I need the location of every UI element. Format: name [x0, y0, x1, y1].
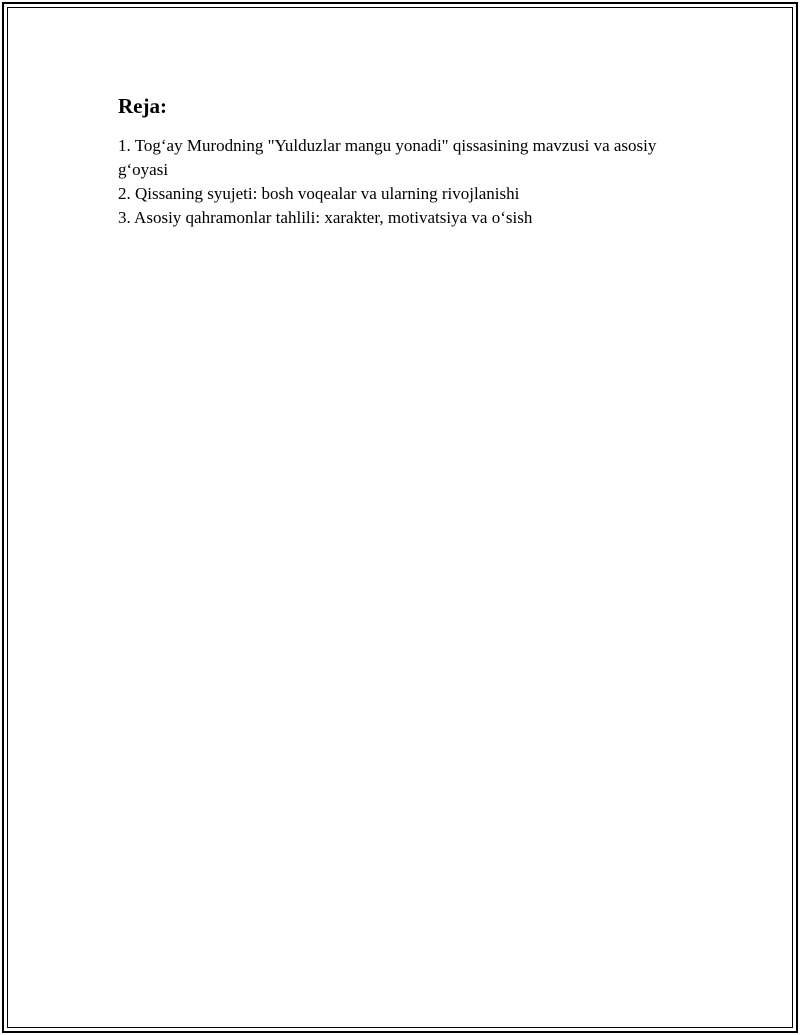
- plan-item-1: 1. Tog‘ay Murodning "Yulduzlar mangu yonadi" qissasining mavzusi va asosiy g‘oyasi: [118, 136, 657, 179]
- plan-list: [118, 134, 678, 230]
- plan-heading: Reja:: [118, 94, 167, 118]
- plan-item-3: 3. Asosiy qahramonlar tahlili: xarakter, motivatsiya va o‘sish: [118, 208, 533, 227]
- plan-item-2: 2. Qissaning syujeti: bosh voqealar va ularning rivojlanishi: [118, 184, 520, 203]
- page-content: [118, 92, 678, 230]
